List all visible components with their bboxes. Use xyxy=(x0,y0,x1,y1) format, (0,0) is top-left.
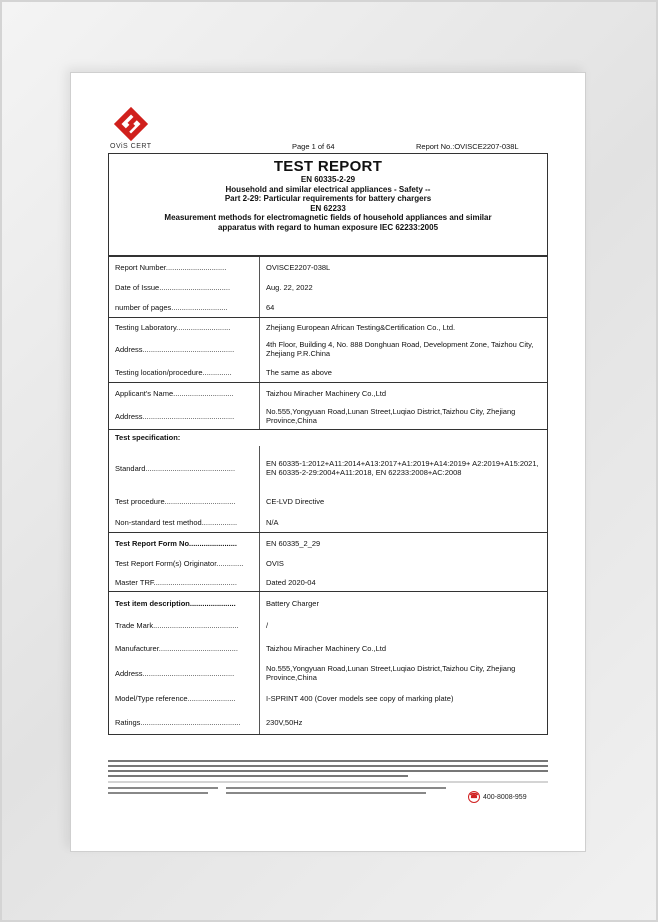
section-trf xyxy=(109,532,547,591)
scope-line-2: Part 2-29: Particular requirements for battery chargers xyxy=(224,194,432,204)
row-label: Test Report Form No....................... xyxy=(109,533,260,553)
row-value: Dated 2020-04 xyxy=(266,577,316,587)
row-value: No.555,Yongyuan Road,Lunan Street,Luqiao District,Taizhou City, Zhejiang Province,China xyxy=(266,407,516,425)
row-value: Taizhou Miracher Machinery Co.,Ltd xyxy=(266,388,387,398)
row-label: Address............................................ xyxy=(109,660,260,686)
phone-number: 400-8008-959 xyxy=(483,793,527,801)
row-label: Testing Laboratory.......................... xyxy=(109,318,260,336)
row-label: Master TRF........................................ xyxy=(109,573,260,591)
row-label: Applicant's Name............................. xyxy=(109,383,260,403)
section-test-item xyxy=(109,591,547,734)
section-laboratory xyxy=(109,317,547,382)
row-label: Test item description...................... xyxy=(109,592,260,614)
section-report xyxy=(109,256,547,317)
row-label: Address............................................ xyxy=(109,403,260,429)
row-value: Aug. 22, 2022 xyxy=(266,282,313,292)
row-value: Battery Charger xyxy=(266,598,319,608)
row-label: Model/Type reference....................... xyxy=(109,686,260,710)
row-value: CE-LVD Directive xyxy=(266,496,325,506)
footer-phone xyxy=(468,791,527,803)
row-value: 4th Floor, Building 4, No. 888 Donghuan Road, Development Zone, Taizhou City, Zhejiang P.R.China xyxy=(266,340,534,358)
row-value: The same as above xyxy=(266,367,332,377)
row-label: Report Number............................. xyxy=(109,257,260,277)
row-label: Test procedure.................................. xyxy=(109,490,260,512)
scope-line-4: apparatus with regard to human exposure IEC 62233:2005 xyxy=(217,222,439,232)
row-value: I-SPRINT 400 (Cover models see copy of marking plate) xyxy=(266,693,454,703)
standard-line: EN 60335-2-29 xyxy=(300,175,356,184)
row-label: Non-standard test method................. xyxy=(109,512,260,532)
logo-text: OViS CERT xyxy=(110,143,152,150)
row-value: / xyxy=(266,620,269,630)
row-label: Address............................................ xyxy=(109,336,260,362)
scope-line-3: Measurement methods for electromagnetic fields of household appliances and similar xyxy=(164,213,492,223)
section-test-specification xyxy=(109,429,547,532)
row-value: Zhejiang European African Testing&Certification Co., Ltd. xyxy=(266,322,456,332)
row-value: OVISCE2207-038L xyxy=(266,262,331,272)
scope-line-1: Household and similar electrical appliances - Safety -- xyxy=(225,184,431,194)
row-value: EN 60335_2_29 xyxy=(266,538,321,548)
row-value: N/A xyxy=(266,517,279,527)
report-title: TEST REPORT xyxy=(273,158,383,175)
row-label: Standard........................................... xyxy=(109,446,260,490)
row-label: Trade Mark......................................... xyxy=(109,614,260,636)
row-label: number of pages........................... xyxy=(109,297,260,317)
row-value: OVIS xyxy=(266,558,284,568)
phone-icon: ☎ xyxy=(468,791,480,803)
row-value: Taizhou Miracher Machinery Co.,Ltd xyxy=(266,643,387,653)
standard-line-2: EN 62233 xyxy=(310,203,346,213)
row-label: Testing location/procedure.............. xyxy=(109,362,260,382)
title-block xyxy=(108,153,548,256)
certificate-page xyxy=(78,78,578,848)
report-number-header: Report No.:OVISCE2207-038L xyxy=(416,142,519,151)
section-heading: Test specification: xyxy=(115,433,181,442)
row-value: 64 xyxy=(266,302,275,312)
ovis-logo-icon xyxy=(112,104,150,144)
row-label: Test Report Form(s) Originator............. xyxy=(109,553,260,573)
row-value: EN 60335-1:2012+A11:2014+A13:2017+A1:2019+A14:2019+ A2:2019+A15:2021, EN 60335-2-29:2004+A11:2018, EN 62233:2008+AC:2008 xyxy=(266,459,539,477)
row-label: Manufacturer...................................... xyxy=(109,636,260,660)
report-table xyxy=(108,256,548,735)
page-number: Page 1 of 64 xyxy=(292,142,335,151)
row-label: Date of Issue.................................. xyxy=(109,277,260,297)
row-label: Ratings................................................ xyxy=(109,710,260,734)
row-value: No.555,Yongyuan Road,Lunan Street,Luqiao District,Taizhou City, Zhejiang Province,China xyxy=(266,664,516,682)
section-applicant xyxy=(109,382,547,429)
row-value: 230V,50Hz xyxy=(266,717,303,727)
